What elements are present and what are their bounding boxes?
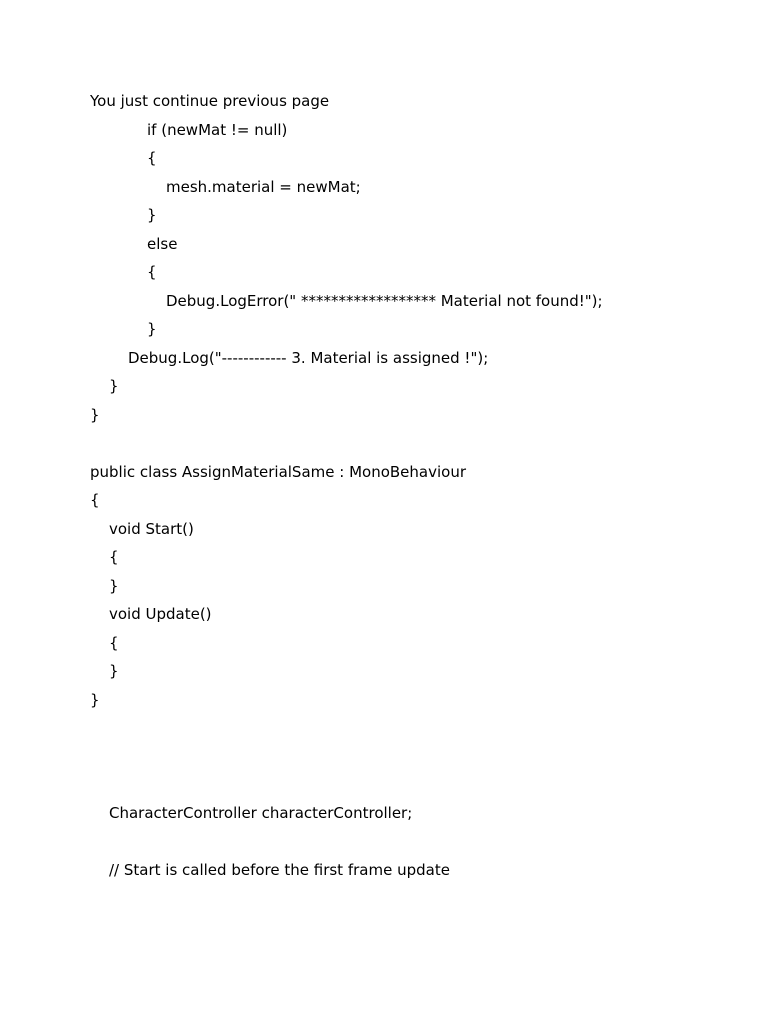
code-line: Debug.LogError(" ****************** Material not found!");	[166, 292, 603, 310]
code-line: }	[109, 577, 119, 595]
code-line: Debug.Log("------------ 3. Material is assigned !");	[128, 349, 489, 367]
code-line: {	[147, 149, 157, 167]
code-line: {	[109, 548, 119, 566]
code-line: {	[147, 263, 157, 281]
code-line: }	[109, 377, 119, 395]
code-line: {	[109, 634, 119, 652]
intro-text: You just continue previous page	[90, 92, 330, 110]
code-line: void Start()	[109, 520, 194, 538]
code-line: CharacterController characterController;	[109, 804, 413, 822]
code-line: }	[147, 320, 157, 338]
code-line: else	[147, 235, 178, 253]
code-line: mesh.material = newMat;	[166, 178, 361, 196]
code-comment: // Start is called before the first frame update	[109, 861, 450, 879]
code-line: void Update()	[109, 605, 212, 623]
code-line: if (newMat != null)	[147, 121, 288, 139]
code-line: {	[90, 491, 100, 509]
code-line: }	[90, 406, 100, 424]
code-line: }	[147, 206, 157, 224]
code-line: }	[90, 691, 100, 709]
code-line: }	[109, 662, 119, 680]
code-line: public class AssignMaterialSame : MonoBehaviour	[90, 463, 466, 481]
